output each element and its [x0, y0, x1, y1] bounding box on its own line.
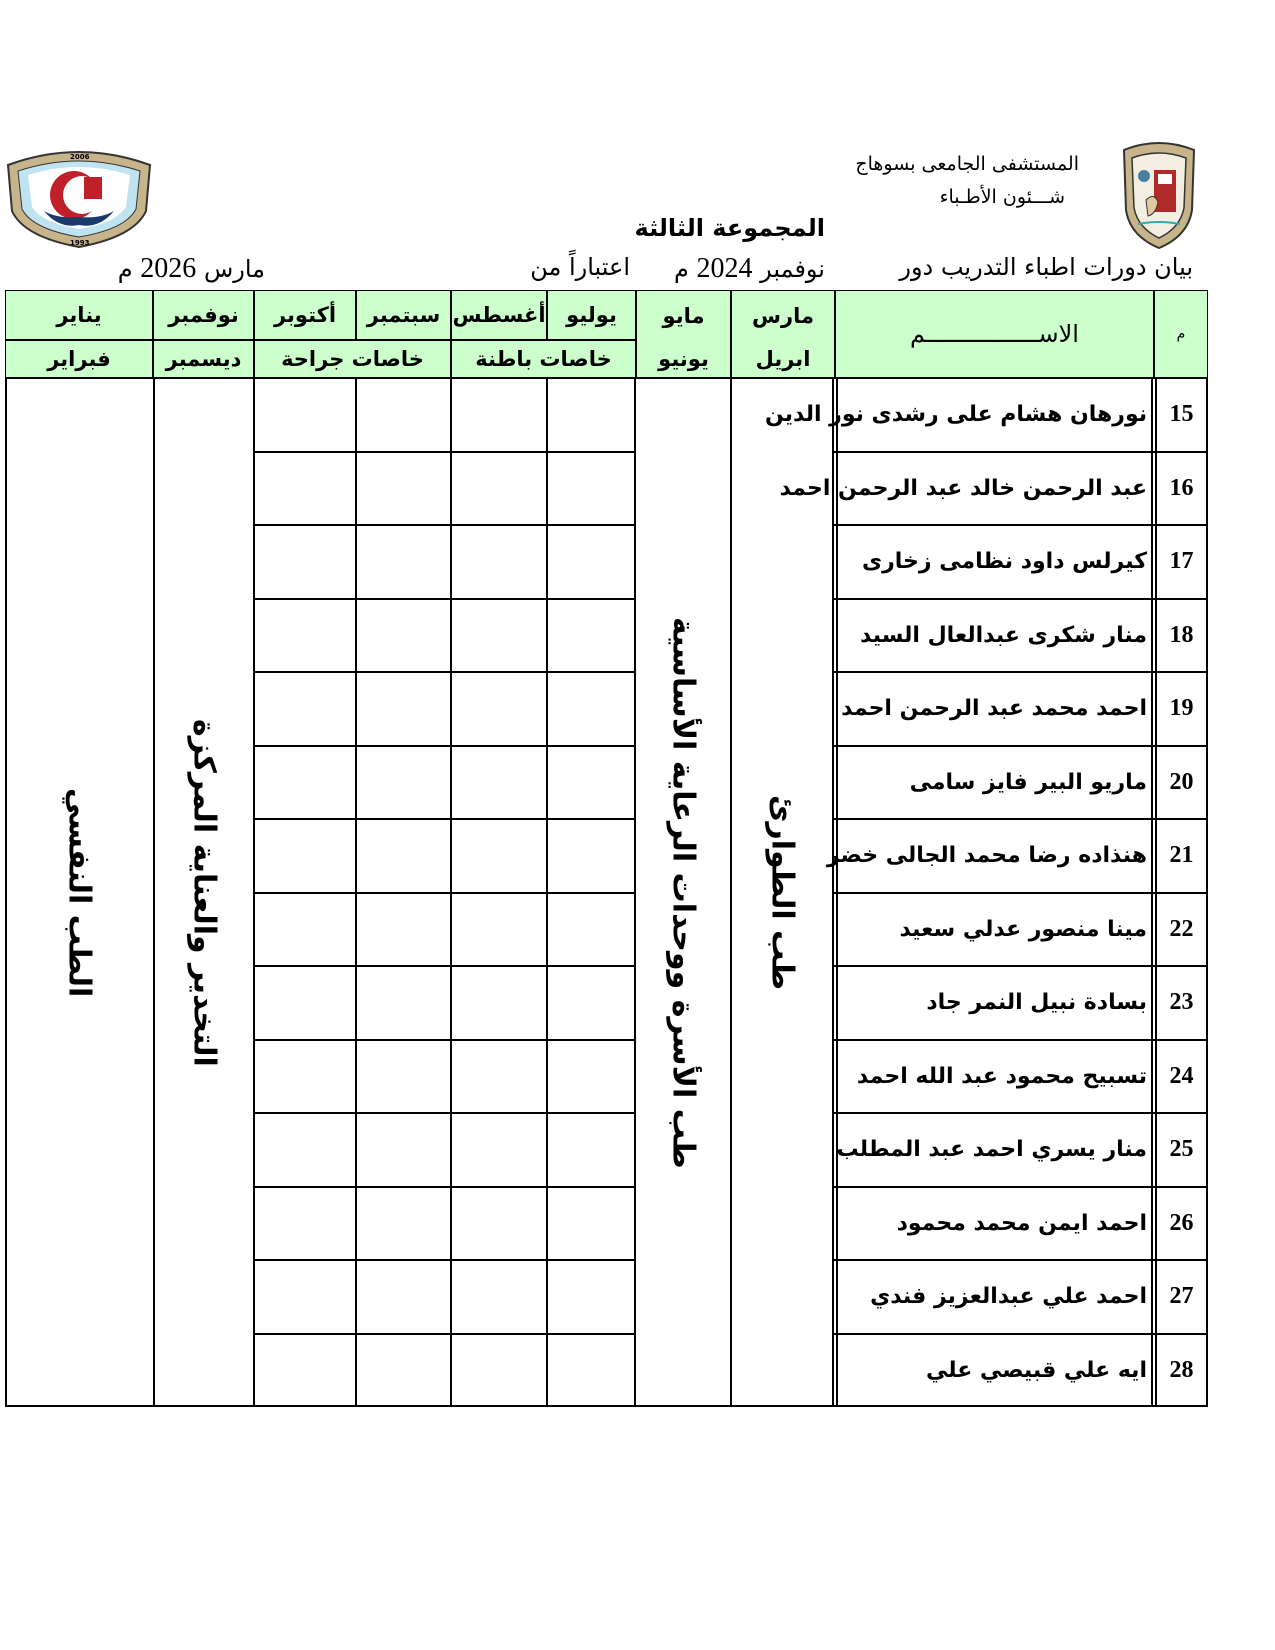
group-title: المجموعة الثالثة	[634, 214, 825, 242]
row-separator-name	[834, 1186, 1208, 1188]
end-date	[118, 253, 265, 285]
student-index: 24	[1169, 1062, 1194, 1089]
student-name-cell	[838, 599, 1151, 673]
logo-year-top: 2006	[70, 153, 90, 161]
student-name: بسادة نبيل النمر جاد	[926, 990, 1147, 1016]
row-separator-name	[834, 965, 1208, 967]
logo-year-bottom: 1993	[70, 239, 90, 247]
row-separator-monthly	[253, 524, 636, 526]
student-index-cell	[1157, 672, 1206, 746]
student-index-cell	[1157, 1113, 1206, 1187]
header-surgical-label: خاصات جراحة	[281, 347, 424, 371]
header-april	[731, 340, 835, 378]
student-index: 27	[1169, 1283, 1194, 1310]
row-separator-name	[834, 598, 1208, 600]
student-index: 17	[1169, 548, 1194, 575]
student-name: احمد علي عبدالعزيز فندي	[870, 1284, 1147, 1310]
end-year: 2026	[140, 253, 197, 284]
header-may-label: مايو	[662, 303, 705, 328]
student-index-cell	[1157, 1260, 1206, 1334]
header-october	[254, 290, 356, 340]
row-separator-name	[834, 1039, 1208, 1041]
student-index-cell	[1157, 452, 1206, 526]
header-september-label: سبتمبر	[366, 303, 441, 327]
student-name-cell	[838, 893, 1151, 967]
row-separator-name	[834, 671, 1208, 673]
header-november-label: نوفمبر	[168, 303, 239, 327]
student-index: 25	[1169, 1136, 1194, 1163]
student-index: 20	[1169, 768, 1194, 795]
student-name: نورهان هشام على رشدى نور الدين	[764, 402, 1147, 428]
student-index: 26	[1169, 1209, 1194, 1236]
header-internal-label: خاصات باطنة	[475, 347, 612, 371]
header-name-label: الاســــــــــــــــم	[910, 320, 1079, 348]
header-september	[356, 290, 451, 340]
student-index-cell	[1157, 893, 1206, 967]
row-separator-name	[834, 892, 1208, 894]
header-december	[153, 340, 254, 378]
student-name: مينا منصور عدلي سعيد	[899, 916, 1147, 942]
student-index-cell	[1157, 1187, 1206, 1261]
header-may	[636, 290, 731, 340]
rotation-psychiatry-label: الطب النفسي	[61, 787, 97, 998]
header-january	[5, 290, 153, 340]
student-name: ايه علي قبيصي علي	[926, 1357, 1147, 1383]
header-july-label: يوليو	[566, 303, 617, 327]
row-separator-monthly	[253, 451, 636, 453]
student-index: 18	[1169, 621, 1194, 648]
effective-from: اعتباراً من	[530, 253, 630, 281]
row-separator-monthly	[253, 818, 636, 820]
start-month: نوفمبر	[760, 255, 825, 283]
student-index-cell	[1157, 1334, 1206, 1408]
row-separator-monthly	[253, 745, 636, 747]
row-separator-monthly	[253, 671, 636, 673]
student-name: هنذاده رضا محمد الجالى خضر	[826, 843, 1147, 869]
end-month: مارس	[203, 255, 265, 283]
row-separator-monthly	[253, 965, 636, 967]
end-era: م	[117, 255, 133, 283]
student-index: 21	[1169, 842, 1194, 869]
row-separator-monthly	[253, 1186, 636, 1188]
header-november	[153, 290, 254, 340]
rotation-table	[5, 290, 1208, 1407]
department-name: شـــئون الأطـباء	[939, 186, 1065, 208]
header-index-label: م	[1176, 326, 1186, 342]
rotation-family-label: طب الأسرة ووحدات الرعاية الأساسية	[665, 616, 701, 1169]
student-index-cell	[1157, 819, 1206, 893]
row-separator-name	[834, 818, 1208, 820]
header-october-label: أكتوبر	[273, 303, 337, 327]
student-index-cell	[1157, 1040, 1206, 1114]
start-date	[674, 253, 825, 285]
sohag-university-logo	[1118, 140, 1200, 252]
student-name-cell	[764, 378, 1151, 452]
student-index: 16	[1169, 474, 1194, 501]
header-name	[835, 290, 1154, 378]
student-index: 15	[1169, 401, 1194, 428]
student-index: 19	[1169, 695, 1194, 722]
header-january-label: يناير	[56, 303, 102, 327]
student-name: ماريو البير فايز سامى	[909, 769, 1147, 795]
header-march-label: مارس	[752, 303, 814, 328]
student-name-cell	[838, 1113, 1151, 1187]
row-separator-monthly	[253, 1333, 636, 1335]
row-separator-monthly	[253, 598, 636, 600]
student-name-cell	[826, 819, 1151, 893]
student-name-cell	[838, 1334, 1151, 1408]
header-december-label: ديسمبر	[165, 347, 242, 371]
row-separator-monthly	[253, 1112, 636, 1114]
header-august	[451, 290, 547, 340]
student-name: كيرلس داود نظامى زخارى	[861, 549, 1147, 575]
row-separator-name	[834, 745, 1208, 747]
row-separator-name	[834, 451, 1208, 453]
row-separator-monthly	[253, 1259, 636, 1261]
student-name-cell	[838, 966, 1151, 1040]
header-february-label: فبراير	[47, 347, 111, 371]
header-index	[1154, 290, 1208, 378]
start-year: 2024	[696, 253, 753, 284]
student-name: تسبيح محمود عبد الله احمد	[856, 1063, 1147, 1089]
student-index-cell	[1157, 599, 1206, 673]
rotation-anesthesia	[155, 378, 253, 1407]
start-era: م	[673, 255, 689, 283]
header-internal-specialties	[451, 340, 636, 378]
header-april-label: ابريل	[755, 346, 811, 371]
rotation-emergency	[732, 378, 832, 1407]
row-separator-name	[834, 1112, 1208, 1114]
student-name-cell	[838, 525, 1151, 599]
statement-line	[899, 253, 1193, 281]
student-name-cell	[838, 1040, 1151, 1114]
student-index-cell	[1157, 378, 1206, 452]
row-separator-monthly	[253, 892, 636, 894]
statement-prefix: بيان دورات اطباء التدريب دور	[899, 253, 1193, 281]
student-name: احمد محمد عبد الرحمن احمد	[841, 696, 1147, 722]
student-name-cell	[838, 1187, 1151, 1261]
student-index: 28	[1169, 1356, 1194, 1383]
row-separator-name	[834, 524, 1208, 526]
student-name-cell	[838, 672, 1151, 746]
header-march	[731, 290, 835, 340]
header-june-label: يونيو	[658, 346, 709, 371]
header-surgical-specialties	[254, 340, 451, 378]
student-index: 22	[1169, 915, 1194, 942]
university-crest-icon	[1118, 140, 1200, 252]
header-june	[636, 340, 731, 378]
table-body	[5, 378, 1208, 1407]
student-index-cell	[1157, 746, 1206, 820]
student-name-cell	[779, 452, 1151, 526]
rotation-family-medicine	[636, 378, 730, 1407]
student-name: عبد الرحمن خالد عبد الرحمن احمد	[779, 475, 1147, 501]
rotation-emergency-label: طب الطوارئ	[764, 794, 800, 991]
row-separator-monthly	[253, 1039, 636, 1041]
student-name: منار يسري احمد عبد المطلب	[836, 1137, 1147, 1163]
header-july	[547, 290, 636, 340]
row-separator-name	[834, 1259, 1208, 1261]
header-february	[5, 340, 153, 378]
rotation-anesthesia-label: التخدير والعناية المركزة	[186, 718, 222, 1067]
student-name: منار شكرى عبدالعال السيد	[860, 622, 1147, 648]
student-index: 23	[1169, 989, 1194, 1016]
student-index-cell	[1157, 966, 1206, 1040]
faculty-of-medicine-logo	[4, 145, 154, 250]
student-index-cell	[1157, 525, 1206, 599]
student-name-cell	[838, 746, 1151, 820]
header-august-label: أغسطس	[452, 303, 546, 327]
rotation-psychiatry	[5, 378, 153, 1407]
student-name-cell	[838, 1260, 1151, 1334]
row-separator-name	[834, 1333, 1208, 1335]
student-name: احمد ايمن محمد محمود	[896, 1210, 1147, 1236]
hospital-name: المستشفى الجامعى بسوهاج	[855, 153, 1079, 175]
